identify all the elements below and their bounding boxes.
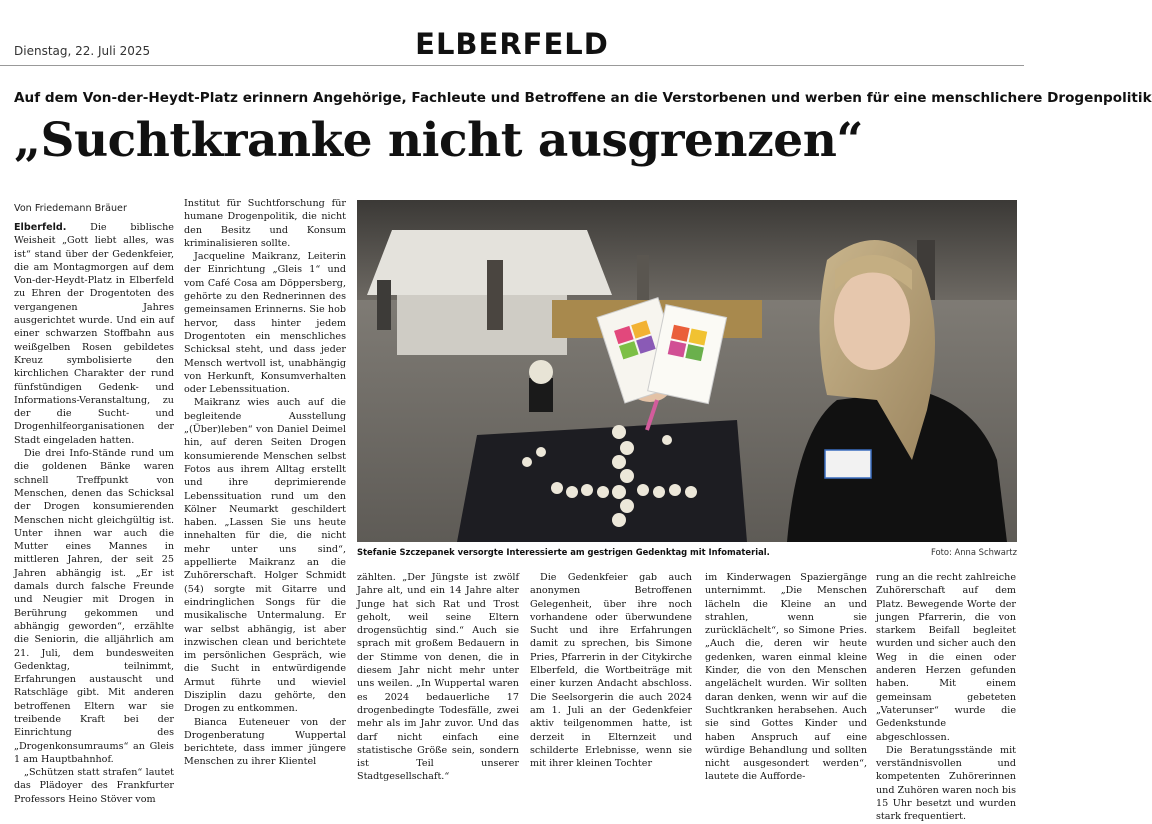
paragraph: Die drei Info-Stände rund um die goldenen Bänke waren schnell Treffpunkt von Menschen, denen das Schicksal der Drogen konsumierenden Menschen nicht gleichgültig ist. Unter ihnen war auch die Mutter eines Mannes in mittleren Jahren, der seit 25 Jahren abhängig ist. „Er ist damals durch falsche Freunde und Neugier mit Drogen in Berührung gekommen und abhängig geworden“, erzählte die Seniorin, die alljährlich am 21. Juli, dem bundesweiten Gedenktag, teilnimmt, Erfahrungen austauscht und Ratschläge gibt. Mit anderen betroffenen Eltern war sie treibende Kraft bei der Einrichtung des „Drogenkonsumraums“ an Gleis 1 am Hauptbahnhof. [14, 448, 174, 765]
article-column-5 [705, 571, 867, 783]
section-title: ELBERFELD [415, 27, 609, 61]
article-column-3 [357, 571, 519, 783]
article-kicker: Auf dem Von-der-Heydt-Platz erinnern Angehörige, Fachleute und Betroffene an die Verstorbenen und werben für eine menschlichere Drogenpolitik [14, 90, 1152, 106]
paragraph [14, 221, 174, 447]
paragraph: Jacqueline Maikranz, Leiterin der Einrichtung „Gleis 1“ und vom Café Cosa am Döppersberg, gehörte zu den Rednerinnen des gemeinsamen Erinnerns. Sie hob hervor, dass hinter jedem Drogentoten ein menschliches Schicksal steht, und dass jeder Mensch wertvoll ist, unabhängig von Herkunft, Konsumverhalten oder Lebenssituation. [184, 251, 346, 396]
paragraph: Maikranz wies auch auf die begleitende Ausstellung „(Über)leben“ von Daniel Deimel hin, auf deren Seiten Drogen konsumierende Menschen selbst Fotos aus ihrem Alltag erstellt und ihre deprimierende Lebenssituation rund um den Kölner Neumarkt geschildert haben. „Lassen Sie uns heute innehalten für die, die nicht mehr unter uns sind“, appellierte Maikranz an die Zuhörerschaft. Holger Schmidt (54) sorgte mit Gitarre und eindringlichen Songs für die musikalische Untermalung. Er war selbst abhängig, ist aber inzwischen clean und berichtete im persönlichen Gespräch, wie die Sucht in entwürdigende Armut führte und wieviel Disziplin dazu gehörte, den Drogen zu entkommen. [184, 397, 346, 715]
paragraph: Die Gedenkfeier gab auch anonymen Betroffenen Gelegenheit, über ihre noch vorhandene oder überwundene Sucht und ihre Erfahrungen damit zu sprechen, bis Simone Pries, Pfarrerin in der Citykirche Elberfeld, die Wortbeiträge mit einer kurzen Andacht abschloss. Die Seelsorgerin die auch 2024 am 1. Juli an der Gedenkfeier aktiv teilgenommen hatte, ist derzeit in Elternzeit und schilderte Erlebnisse, wenn sie mit ihrer kleinen Tochter [530, 572, 692, 770]
article-byline: Von Friedemann Bräuer [14, 203, 127, 214]
edition-date: Dienstag, 22. Juli 2025 [14, 44, 151, 58]
paragraph: rung an die recht zahlreiche Zuhörerschaft auf dem Platz. Bewegende Worte der jungen Pfarrerin, die von starkem Beifall begleitet wurden und sicher auch den Weg in die einen oder anderen Herzen gefunden haben. Mit einem gemeinsam gebeteten „Vaterunser“ wurde die Gedenkstunde abgeschlossen. [876, 572, 1016, 743]
article-headline: „Suchtkranke nicht ausgrenzen“ [14, 113, 863, 168]
paragraph: Die Beratungsstände mit verständnisvollen und kompetenten Zuhörerinnen und Zuhören waren noch bis 15 Uhr besetzt und wurden stark frequentiert. [876, 744, 1016, 823]
paragraph: „Schützen statt strafen“ lautet das Plädoyer des Frankfurter Professors Heino Stöver vom [14, 767, 174, 805]
article-column-6 [876, 571, 1016, 823]
article-column-2 [184, 197, 346, 777]
paragraph: Bianca Euteneuer von der Drogenberatung Wuppertal berichtete, dass immer jüngere Menschen zu ihrer Klientel [184, 716, 346, 768]
paragraph-text: Die biblische Weisheit „Gott liebt alles, was ist“ stand über der Gedenkfeier, die am Montagmorgen auf dem Von-der-Heydt-Platz in Elberfeld zu Ehren der Drogentoten des vergangenen Jahres ausgerichtet wurde. Und ein auf einer schwarzen Stoffbahn aus weißgelben Rosen gebildetes Kreuz symbolisierte den kirchlichen Charakter der rund fünfstündigen Gedenk- und Informations-Veranstaltung, zu der die Sucht- und Drogenhilfeorganisationen der Stadt eingeladen hatten. [14, 222, 174, 446]
photo-caption-line [357, 547, 1017, 557]
article-column-1 [14, 221, 174, 805]
paragraph: Institut für Suchtforschung für humane Drogenpolitik, die nicht den Besitz und Konsum kriminalisieren sollte. [184, 198, 346, 249]
photo-credit: Foto: Anna Schwartz [930, 547, 1017, 557]
paragraph: zählten. „Der Jüngste ist zwölf Jahre alt, und ein 14 Jahre alter Junge hat sich Rat und Trost geholt, weil seine Eltern drogensüchtig sind.“ Auch sie sprach mit großem Bedauern in der Stimme von denen, die in diesem Jahr nicht mehr unter uns weilen. „In Wuppertal waren es 2024 bedauerliche 17 drogenbedingte Todesfälle, zwei mehr als im Jahr zuvor. Und das darf nicht einfach eine statistische Größe sein, sondern ist Teil unserer Stadtgesellschaft.“ [357, 572, 519, 783]
photo-caption: Stefanie Szczepanek versorgte Interessierte am gestrigen Gedenktag mit Infomaterial. [357, 547, 770, 557]
article-photo [357, 200, 1017, 542]
article-column-4 [530, 571, 692, 777]
header-rule [0, 65, 1024, 66]
paragraph: im Kinderwagen Spaziergänge unternimmt. „Die Menschen lächeln die Kleine an und strahlen, wenn sie zurücklächelt“, so Simone Pries. „Auch die, deren wir heute gedenken, waren einmal kleine Kinder, die von den Menschen angelächelt wurden. Wir sollten daran denken, wenn wir auf die Suchtkranken herabsehen. Auch sie sind Gottes Kinder und haben Anspruch auf eine würdige Behandlung und sollten nicht ausgesondert werden“, lautete die Aufforde- [705, 572, 867, 783]
photo-illustration [357, 200, 1017, 542]
dateline-place: Elberfeld. [14, 222, 67, 233]
